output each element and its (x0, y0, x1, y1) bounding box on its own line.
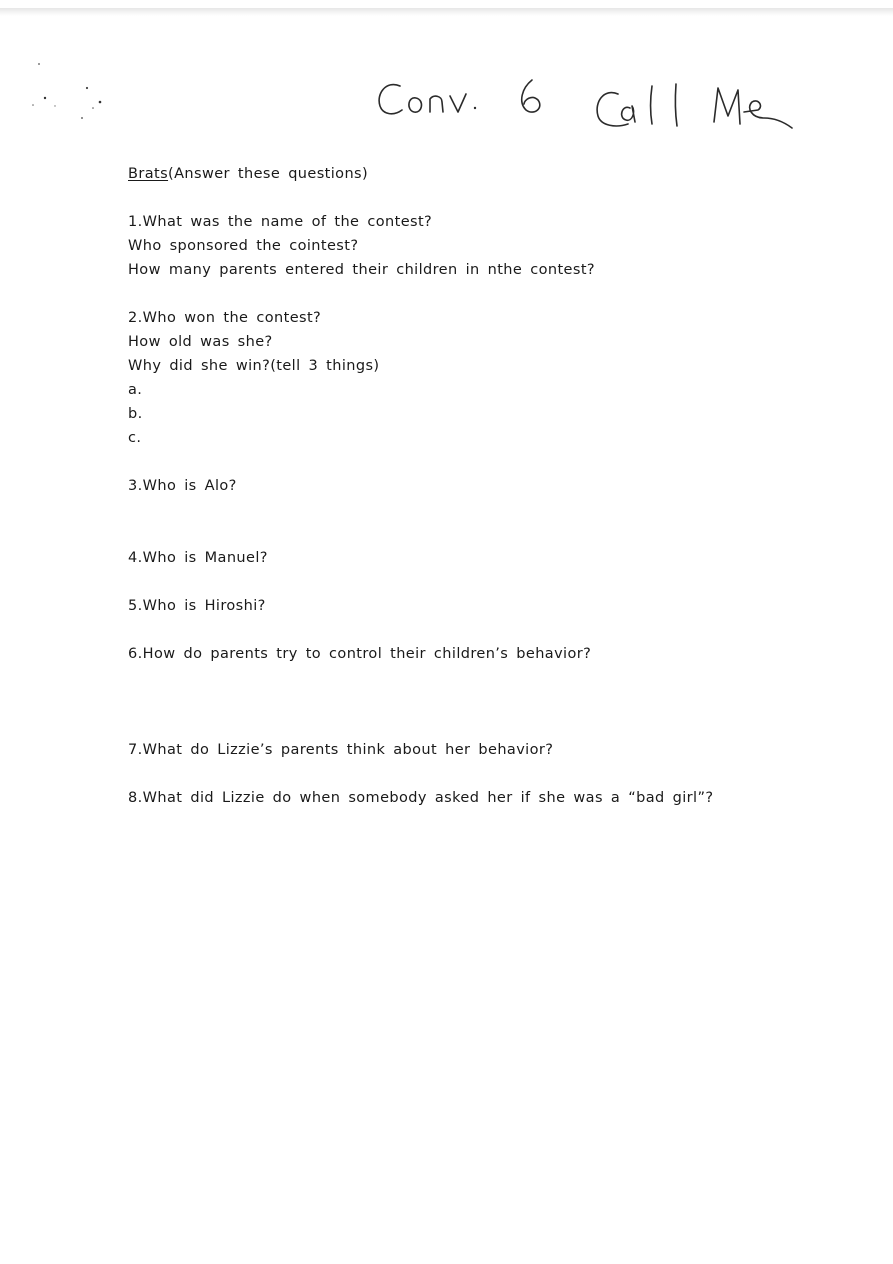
question-3: 3.Who is Alo? (128, 478, 237, 494)
question-1-sub-2: How many parents entered their children in nthe contest? (128, 262, 595, 278)
answer-option-a: a. (128, 382, 143, 398)
title-instruction: (Answer these questions) (168, 166, 369, 182)
question-2: 2.Who won the contest? (128, 310, 322, 326)
question-2-sub-1: How old was she? (128, 334, 273, 350)
question-5: 5.Who is Hiroshi? (128, 598, 266, 614)
question-2-sub-2: Why did she win?(tell 3 things) (128, 358, 380, 374)
question-1-sub-1: Who sponsored the cointest? (128, 238, 359, 254)
question-1: 1.What was the name of the contest? (128, 214, 433, 230)
question-6: 6.How do parents try to control their children’s behavior? (128, 646, 592, 662)
scan-specks (25, 60, 115, 130)
worksheet-title (128, 162, 848, 186)
question-7: 7.What do Lizzie’s parents think about her behavior? (128, 742, 554, 758)
title-word: Brats (128, 166, 169, 182)
answer-option-c: c. (128, 430, 142, 446)
handwritten-header (372, 72, 802, 142)
scan-top-edge (0, 8, 893, 16)
answer-option-b: b. (128, 406, 143, 422)
question-8: 8.What did Lizzie do when somebody asked her if she was a “bad girl”? (128, 790, 714, 806)
worksheet (128, 162, 848, 810)
question-4: 4.Who is Manuel? (128, 550, 268, 566)
